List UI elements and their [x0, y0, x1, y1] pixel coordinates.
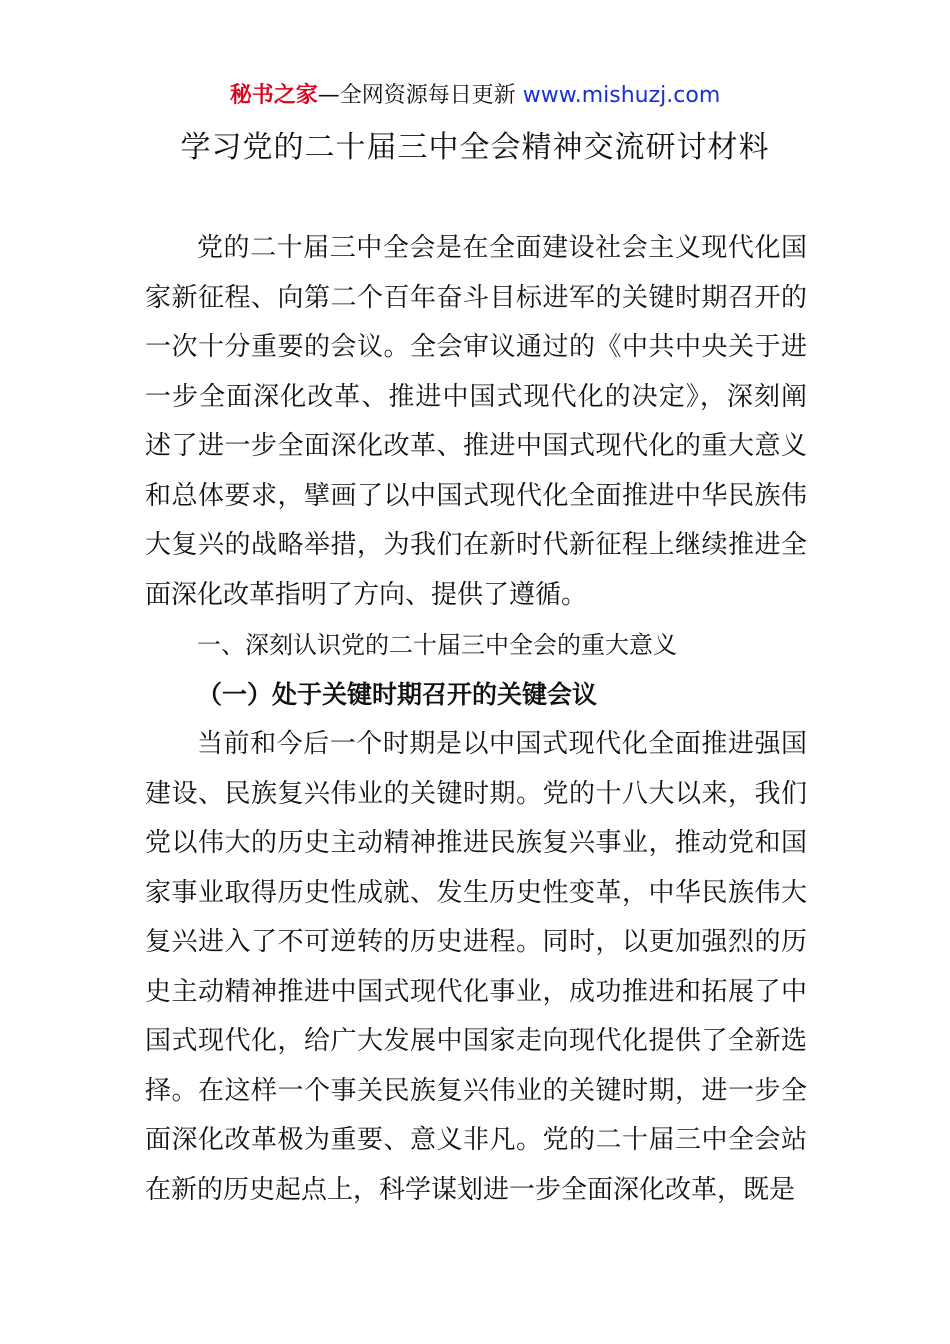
- intro-paragraph: 党的二十届三中全会是在全面建设社会主义现代化国家新征程、向第二个百年奋斗目标进军的关键时期召开的一次十分重要的会议。全会审议通过的《中共中央关于进一步全面深化改革、推进中国式现代化的决定》，深刻阐述了进一步全面深化改革、推进中国式现代化的重大意义和总体要求，擘画了以中国式现代化全面推进中华民族伟大复兴的战略举措，为我们在新时代新征程上继续推进全面深化改革指明了方向、提供了遵循。: [145, 233, 807, 610]
- site-tagline: —全网资源每日更新: [317, 83, 516, 108]
- subsection-heading: （一）处于关键时期召开的关键会议: [197, 680, 598, 709]
- section-heading: 一、深刻认识党的二十届三中全会的重大意义: [197, 631, 677, 659]
- site-name: 秘书之家: [229, 83, 318, 108]
- document-body: [145, 224, 807, 1215]
- site-header: [0, 80, 950, 112]
- site-url-link[interactable]: www.mishuzj.com: [522, 83, 721, 108]
- subsection-paragraph: 当前和今后一个时期是以中国式现代化全面推进强国建设、民族复兴伟业的关键时期。党的十八大以来，我们党以伟大的历史主动精神推进民族复兴事业，推动党和国家事业取得历史性成就、发生历史性变革，中华民族伟大复兴进入了不可逆转的历史进程。同时，以更加强烈的历史主动精神推进中国式现代化事业，成功推进和拓展了中国式现代化，给广大发展中国家走向现代化提供了全新选择。在这样一个事关民族复兴伟业的关键时期，进一步全面深化改革极为重要、意义非凡。党的二十届三中全会站在新的历史起点上，科学谋划进一步全面深化改革，既是: [145, 729, 807, 1205]
- document-title: 学习党的二十届三中全会精神交流研讨材料: [180, 130, 770, 165]
